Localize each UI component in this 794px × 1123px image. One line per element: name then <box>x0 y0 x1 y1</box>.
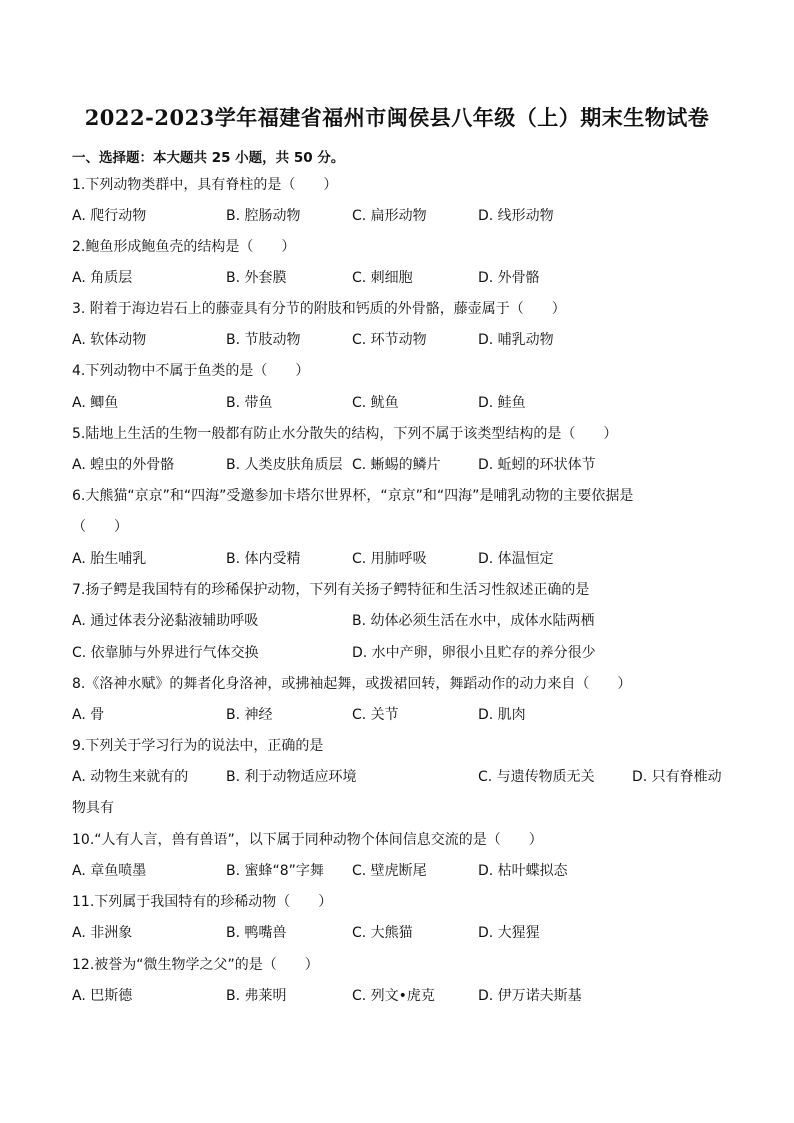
question-11-option-c: C. 大熊猫 <box>352 925 413 941</box>
question-3-option-c: C. 环节动物 <box>352 332 427 348</box>
exam-title: 2022-2023学年福建省福州市闽侯县八年级（上）期末生物试卷 <box>84 105 710 130</box>
question-4-option-a: A. 鲫鱼 <box>72 395 119 411</box>
question-9-option-a: A. 动物生来就有的 <box>72 769 189 785</box>
question-7-option-d: D. 水中产卵，卵很小且贮存的养分很少 <box>352 645 596 661</box>
question-4-option-b: B. 带鱼 <box>226 395 273 411</box>
question-5-stem: 5.陆地上生活的生物一般都有防止水分散失的结构，下列不属于该类型结构的是（ ） <box>72 426 618 442</box>
question-6-stem-continuation: （ ） <box>72 519 128 535</box>
question-2-option-c: C. 刺细胞 <box>352 270 413 286</box>
question-4-option-d: D. 鲑鱼 <box>478 395 526 411</box>
question-2-option-d: D. 外骨骼 <box>478 270 540 286</box>
question-10-option-b: B. 蜜蜂“8”字舞 <box>226 863 324 879</box>
question-8-stem: 8.《洛神水赋》的舞者化身洛神，或拂袖起舞，或拨裙回转，舞蹈动作的动力来自（ ） <box>72 676 632 692</box>
question-4-option-c: C. 鱿鱼 <box>352 395 399 411</box>
question-11-option-a: A. 非洲象 <box>72 925 133 941</box>
question-3-option-b: B. 节肢动物 <box>226 332 301 348</box>
question-2-option-a: A. 角质层 <box>72 270 133 286</box>
question-10-option-a: A. 章鱼喷墨 <box>72 863 147 879</box>
question-10-option-c: C. 壁虎断尾 <box>352 863 427 879</box>
question-5-option-c: C. 蜥蜴的鳞片 <box>352 457 441 473</box>
question-12-stem: 12.被誉为“微生物学之父”的是（ ） <box>72 957 319 973</box>
question-6-option-d: D. 体温恒定 <box>478 551 554 567</box>
question-1-option-d: D. 线形动物 <box>478 208 554 224</box>
question-7-option-b: B. 幼体必须生活在水中，成体水陆两栖 <box>352 613 595 629</box>
question-5-option-b: B. 人类皮肤角质层 <box>226 457 343 473</box>
question-3-option-d: D. 哺乳动物 <box>478 332 554 348</box>
section-heading: 一、选择题：本大题共 25 小题，共 50 分。 <box>72 150 345 166</box>
question-4-stem: 4.下列动物中不属于鱼类的是（ ） <box>72 363 310 379</box>
question-3-stem: 3. 附着于海边岩石上的藤壶具有分节的附肢和钙质的外骨骼，藤壶属于（ ） <box>72 301 566 317</box>
question-8-option-a: A. 骨 <box>72 707 105 723</box>
question-9-stem: 9.下列关于学习行为的说法中，正确的是 <box>72 738 324 754</box>
question-1-stem: 1.下列动物类群中，具有脊柱的是（ ） <box>72 177 338 193</box>
question-1-option-a: A. 爬行动物 <box>72 208 147 224</box>
question-10-stem: 10.“人有人言，兽有兽语”，以下属于同种动物个体间信息交流的是（ ） <box>72 832 543 848</box>
question-7-stem: 7.扬子鳄是我国特有的珍稀保护动物，下列有关扬子鳄特征和生活习性叙述正确的是 <box>72 582 590 598</box>
question-11-stem: 11.下列属于我国特有的珍稀动物（ ） <box>72 894 333 910</box>
question-9-option-d-wrap: 物具有 <box>72 800 114 816</box>
question-9-option-b: B. 利于动物适应环境 <box>226 769 357 785</box>
question-1-option-b: B. 腔肠动物 <box>226 208 301 224</box>
question-6-option-a: A. 胎生哺乳 <box>72 551 147 567</box>
question-2-stem: 2.鲍鱼形成鲍鱼壳的结构是（ ） <box>72 239 296 255</box>
question-11-option-b: B. 鸭嘴兽 <box>226 925 287 941</box>
question-5-option-d: D. 蚯蚓的环状体节 <box>478 457 596 473</box>
question-7-option-a: A. 通过体表分泌黏液辅助呼吸 <box>72 613 259 629</box>
question-2-option-b: B. 外套膜 <box>226 270 287 286</box>
question-8-option-c: C. 关节 <box>352 707 399 723</box>
question-7-option-c: C. 依靠肺与外界进行气体交换 <box>72 645 259 661</box>
question-3-option-a: A. 软体动物 <box>72 332 147 348</box>
question-5-option-a: A. 蝗虫的外骨骼 <box>72 457 175 473</box>
question-12-option-b: B. 弗莱明 <box>226 988 287 1004</box>
question-8-option-b: B. 神经 <box>226 707 273 723</box>
question-6-stem: 6.大熊猫“京京”和“四海”受邀参加卡塔尔世界杯，“京京”和“四海”是哺乳动物的主要依据是 <box>72 488 634 504</box>
question-12-option-c: C. 列文•虎克 <box>352 988 435 1004</box>
question-12-option-a: A. 巴斯德 <box>72 988 133 1004</box>
question-6-option-c: C. 用肺呼吸 <box>352 551 427 567</box>
question-6-option-b: B. 体内受精 <box>226 551 301 567</box>
question-9-option-d: D. 只有脊椎动 <box>632 769 722 785</box>
question-1-option-c: C. 扁形动物 <box>352 208 427 224</box>
question-12-option-d: D. 伊万诺夫斯基 <box>478 988 582 1004</box>
question-10-option-d: D. 枯叶蝶拟态 <box>478 863 568 879</box>
question-11-option-d: D. 大猩猩 <box>478 925 540 941</box>
question-8-option-d: D. 肌肉 <box>478 707 526 723</box>
question-9-option-c: C. 与遗传物质无关 <box>478 769 595 785</box>
